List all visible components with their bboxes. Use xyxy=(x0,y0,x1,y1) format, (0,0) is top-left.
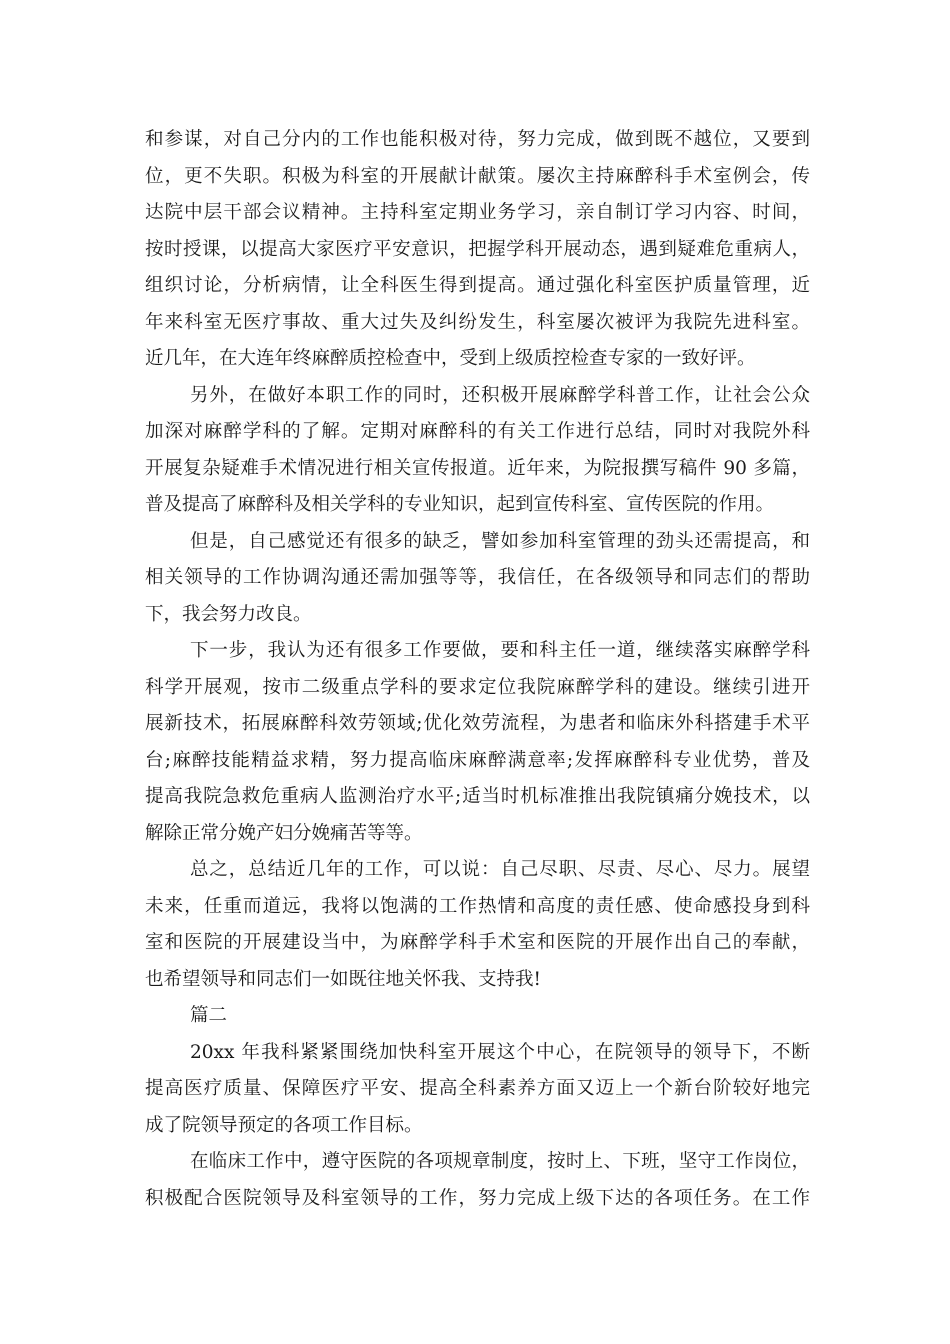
text-line: 另外，在做好本职工作的同时，还积极开展麻醉学科普工作，让社会公众 xyxy=(190,384,810,406)
text-line: 总之，总结近几年的工作，可以说：自己尽职、尽责、尽心、尽力。展望 xyxy=(190,859,810,880)
text-line: 达院中层干部会议精神。主持科室定期业务学习，亲自制订学习内容、时间， xyxy=(145,202,810,223)
text-line: 提高医疗质量、保障医疗平安、提高全科素养方面又迈上一个新台阶较好地完 xyxy=(145,1078,810,1099)
text-line: 但是，自己感觉还有很多的缺乏，譬如参加科室管理的劲头还需提高，和 xyxy=(190,530,810,552)
text-line: 按时授课，以提高大家医疗平安意识，把握学科开展动态，遇到疑难危重病人， xyxy=(145,238,810,260)
text-line: 提高我院急救危重病人监测治疗水平;适当时机标准推出我院镇痛分娩技术，以 xyxy=(145,786,810,807)
text-line: 普及提高了麻醉科及相关学科的专业知识，起到宣传科室、宣传医院的作用。 xyxy=(145,494,775,515)
text-line: 成了院领导预定的各项工作目标。 xyxy=(145,1114,423,1136)
text-line: 下一步，我认为还有很多工作要做，要和科主任一道，继续落实麻醉学科 xyxy=(190,640,810,661)
text-line: 篇二 xyxy=(190,1005,228,1026)
text-line: 开展复杂疑难手术情况进行相关宣传报道。近年来，为院报撰写稿件 90 多篇， xyxy=(145,457,810,479)
text-line: 也希望领导和同志们一如既往地关怀我、支持我! xyxy=(145,968,541,990)
text-line: 解除正常分娩产妇分娩痛苦等等。 xyxy=(145,822,423,844)
text-line: 加深对麻醉学科的了解。定期对麻醉科的有关工作进行总结，同时对我院外科 xyxy=(145,421,810,442)
text-line: 年来科室无医疗事故、重大过失及纠纷发生，科室屡次被评为我院先进科室。 xyxy=(145,311,810,333)
text-line: 未来，任重而道远，我将以饱满的工作热情和高度的责任感、使命感投身到科 xyxy=(145,895,810,917)
text-line: 20xx 年我科紧紧围绕加快科室开展这个中心，在院领导的领导下，不断 xyxy=(190,1041,810,1063)
text-line: 组织讨论，分析病情，让全科医生得到提高。通过强化科室医护质量管理，近 xyxy=(145,275,810,296)
text-line: 和参谋，对自己分内的工作也能积极对待，努力完成，做到既不越位，又要到 xyxy=(145,129,810,150)
text-line: 近几年，在大连年终麻醉质控检查中，受到上级质控检查专家的一致好评。 xyxy=(145,348,756,369)
document-body xyxy=(145,122,810,1217)
text-line: 位，更不失职。积极为科室的开展献计献策。屡次主持麻醉科手术室例会，传 xyxy=(145,165,810,187)
text-line: 展新技术，拓展麻醉科效劳领域;优化效劳流程，为患者和临床外科搭建手术平 xyxy=(145,713,810,734)
text-line: 相关领导的工作协调沟通还需加强等等，我信任，在各级领导和同志们的帮助 xyxy=(145,567,810,588)
text-line: 室和医院的开展建设当中，为麻醉学科手术室和医院的开展作出自己的奉献， xyxy=(145,932,810,953)
text-line: 科学开展观，按市二级重点学科的要求定位我院麻醉学科的建设。继续引进开 xyxy=(145,676,810,698)
text-line: 积极配合医院领导及科室领导的工作，努力完成上级下达的各项任务。在工作 xyxy=(145,1187,810,1209)
text-line: 台;麻醉技能精益求精，努力提高临床麻醉满意率;发挥麻醉科专业优势，普及 xyxy=(145,749,810,771)
text-line: 在临床工作中，遵守医院的各项规章制度，按时上、下班，坚守工作岗位， xyxy=(190,1151,810,1172)
text-line: 下，我会努力改良。 xyxy=(145,603,312,625)
